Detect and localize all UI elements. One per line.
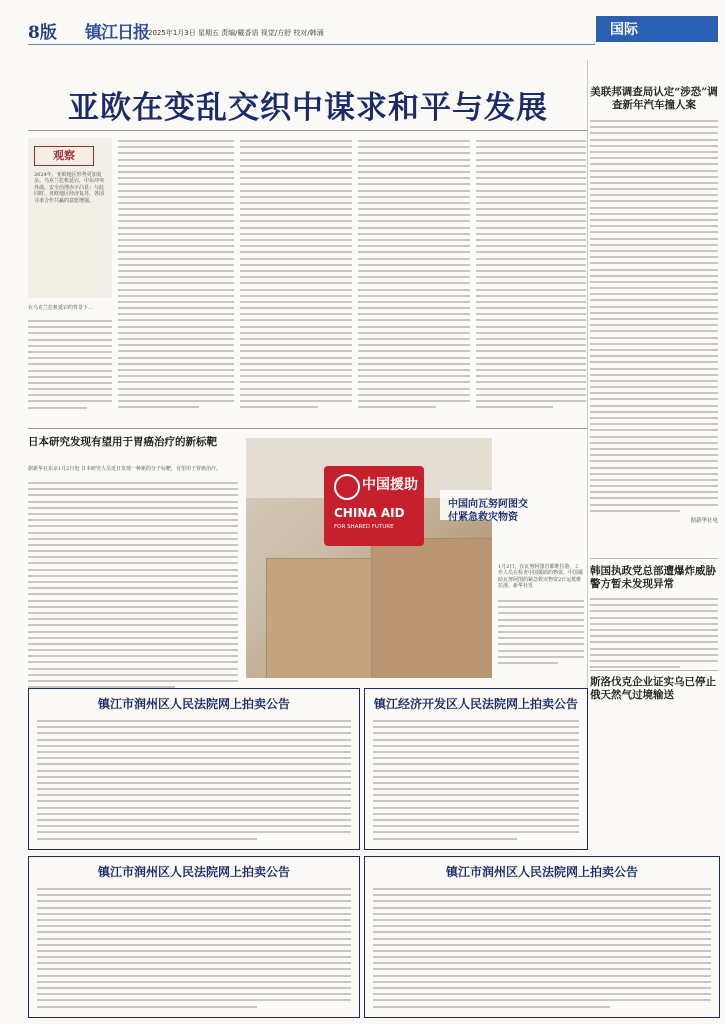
article-col2-text	[118, 140, 234, 425]
auction-notice-2	[364, 688, 588, 850]
auction-notice-4	[364, 856, 720, 1018]
article-col4-text	[358, 140, 470, 425]
auction-notice-title: 镇江市润州区人民法院网上拍卖公告	[445, 865, 638, 879]
cargo-box	[266, 558, 378, 678]
sidebar-story1-title: 美联邦调查局认定“涉恐”调查新年汽车撞人案	[590, 86, 718, 111]
sidebar	[590, 86, 718, 524]
headline-divider	[28, 130, 588, 131]
sidebar-divider	[587, 60, 588, 710]
cargo-box	[371, 538, 492, 678]
left-news-text	[28, 482, 238, 692]
news-photo	[246, 438, 492, 678]
sidebar-rule	[590, 670, 718, 671]
auction-notice-3	[28, 856, 360, 1018]
china-aid-label	[324, 466, 424, 546]
photo-caption-title: 中国向瓦努阿图交付紧急救灾物资	[448, 499, 528, 523]
observation-tag: 观察	[34, 146, 94, 166]
date-line: 2025年1月3日 星期五 责编/戴香语 视觉/方舒 校对/韩涌	[148, 29, 324, 37]
sidebar-rule	[590, 558, 718, 559]
auction-notice-title: 镇江经济开发区人民法院网上拍卖公告	[373, 697, 578, 711]
sidebar-story2-text	[590, 598, 718, 672]
left-news-title: 日本研究发现有望用于胃癌治疗的新标靶	[28, 436, 217, 448]
sidebar-byline: 据新华社电	[690, 518, 718, 524]
article-col5-text	[476, 140, 586, 425]
sidebar-story2-title: 韩国执政党总部遭爆炸威胁警方暂未发现异常	[590, 565, 716, 590]
article-col1-text	[28, 320, 112, 425]
sidebar-story3-title: 斯洛伐克企业证实乌已停止俄天然气过境输送	[590, 676, 716, 701]
auction-notice-title: 镇江市润州区人民法院网上拍卖公告	[97, 697, 290, 711]
newspaper-logo: 镇江日报	[85, 23, 149, 43]
photo-caption-text: 1月2日，在瓦努阿图首都维拉港，工作人员在检查中国援助的物资。中国援助瓦努阿图的紧急救灾物资2日运抵维拉港。新华社发	[498, 564, 584, 590]
sidebar-story1-text	[590, 120, 718, 512]
observation-lead: 2024年，亚欧地区形势更加复杂。乌克兰危机延宕，中东冲突外溢，安全治理赤字凸显；与此同时，亚欧地区经济复苏，各国寻求合作共赢的意愿增强。	[34, 172, 105, 204]
article-col3-text	[240, 140, 352, 425]
china-aid-cn: 中国援助	[362, 477, 418, 493]
china-aid-en: CHINA AID	[334, 506, 405, 520]
main-headline: 亚欧在变乱交织中谋求和平与发展	[68, 90, 548, 126]
auction-notice-1	[28, 688, 360, 850]
auction-notice-title: 镇江市润州区人民法院网上拍卖公告	[97, 865, 290, 879]
header-divider	[28, 44, 595, 45]
section-tab[interactable]: 国际	[596, 16, 718, 42]
photo-caption-lines	[498, 600, 584, 668]
page-number: 8版	[28, 23, 57, 43]
section-divider	[28, 428, 588, 429]
china-aid-sub: FOR SHARED FUTURE	[334, 524, 394, 530]
article-column-1	[28, 305, 112, 315]
article-dateline: 在乌克兰危机延宕的背景下…	[28, 305, 94, 311]
left-news-lead: 据新华社东京1月2日电 日本研究人员近日发现一种新的分子标靶，有望用于胃癌治疗。	[28, 466, 221, 472]
china-aid-emblem-icon	[334, 474, 360, 500]
